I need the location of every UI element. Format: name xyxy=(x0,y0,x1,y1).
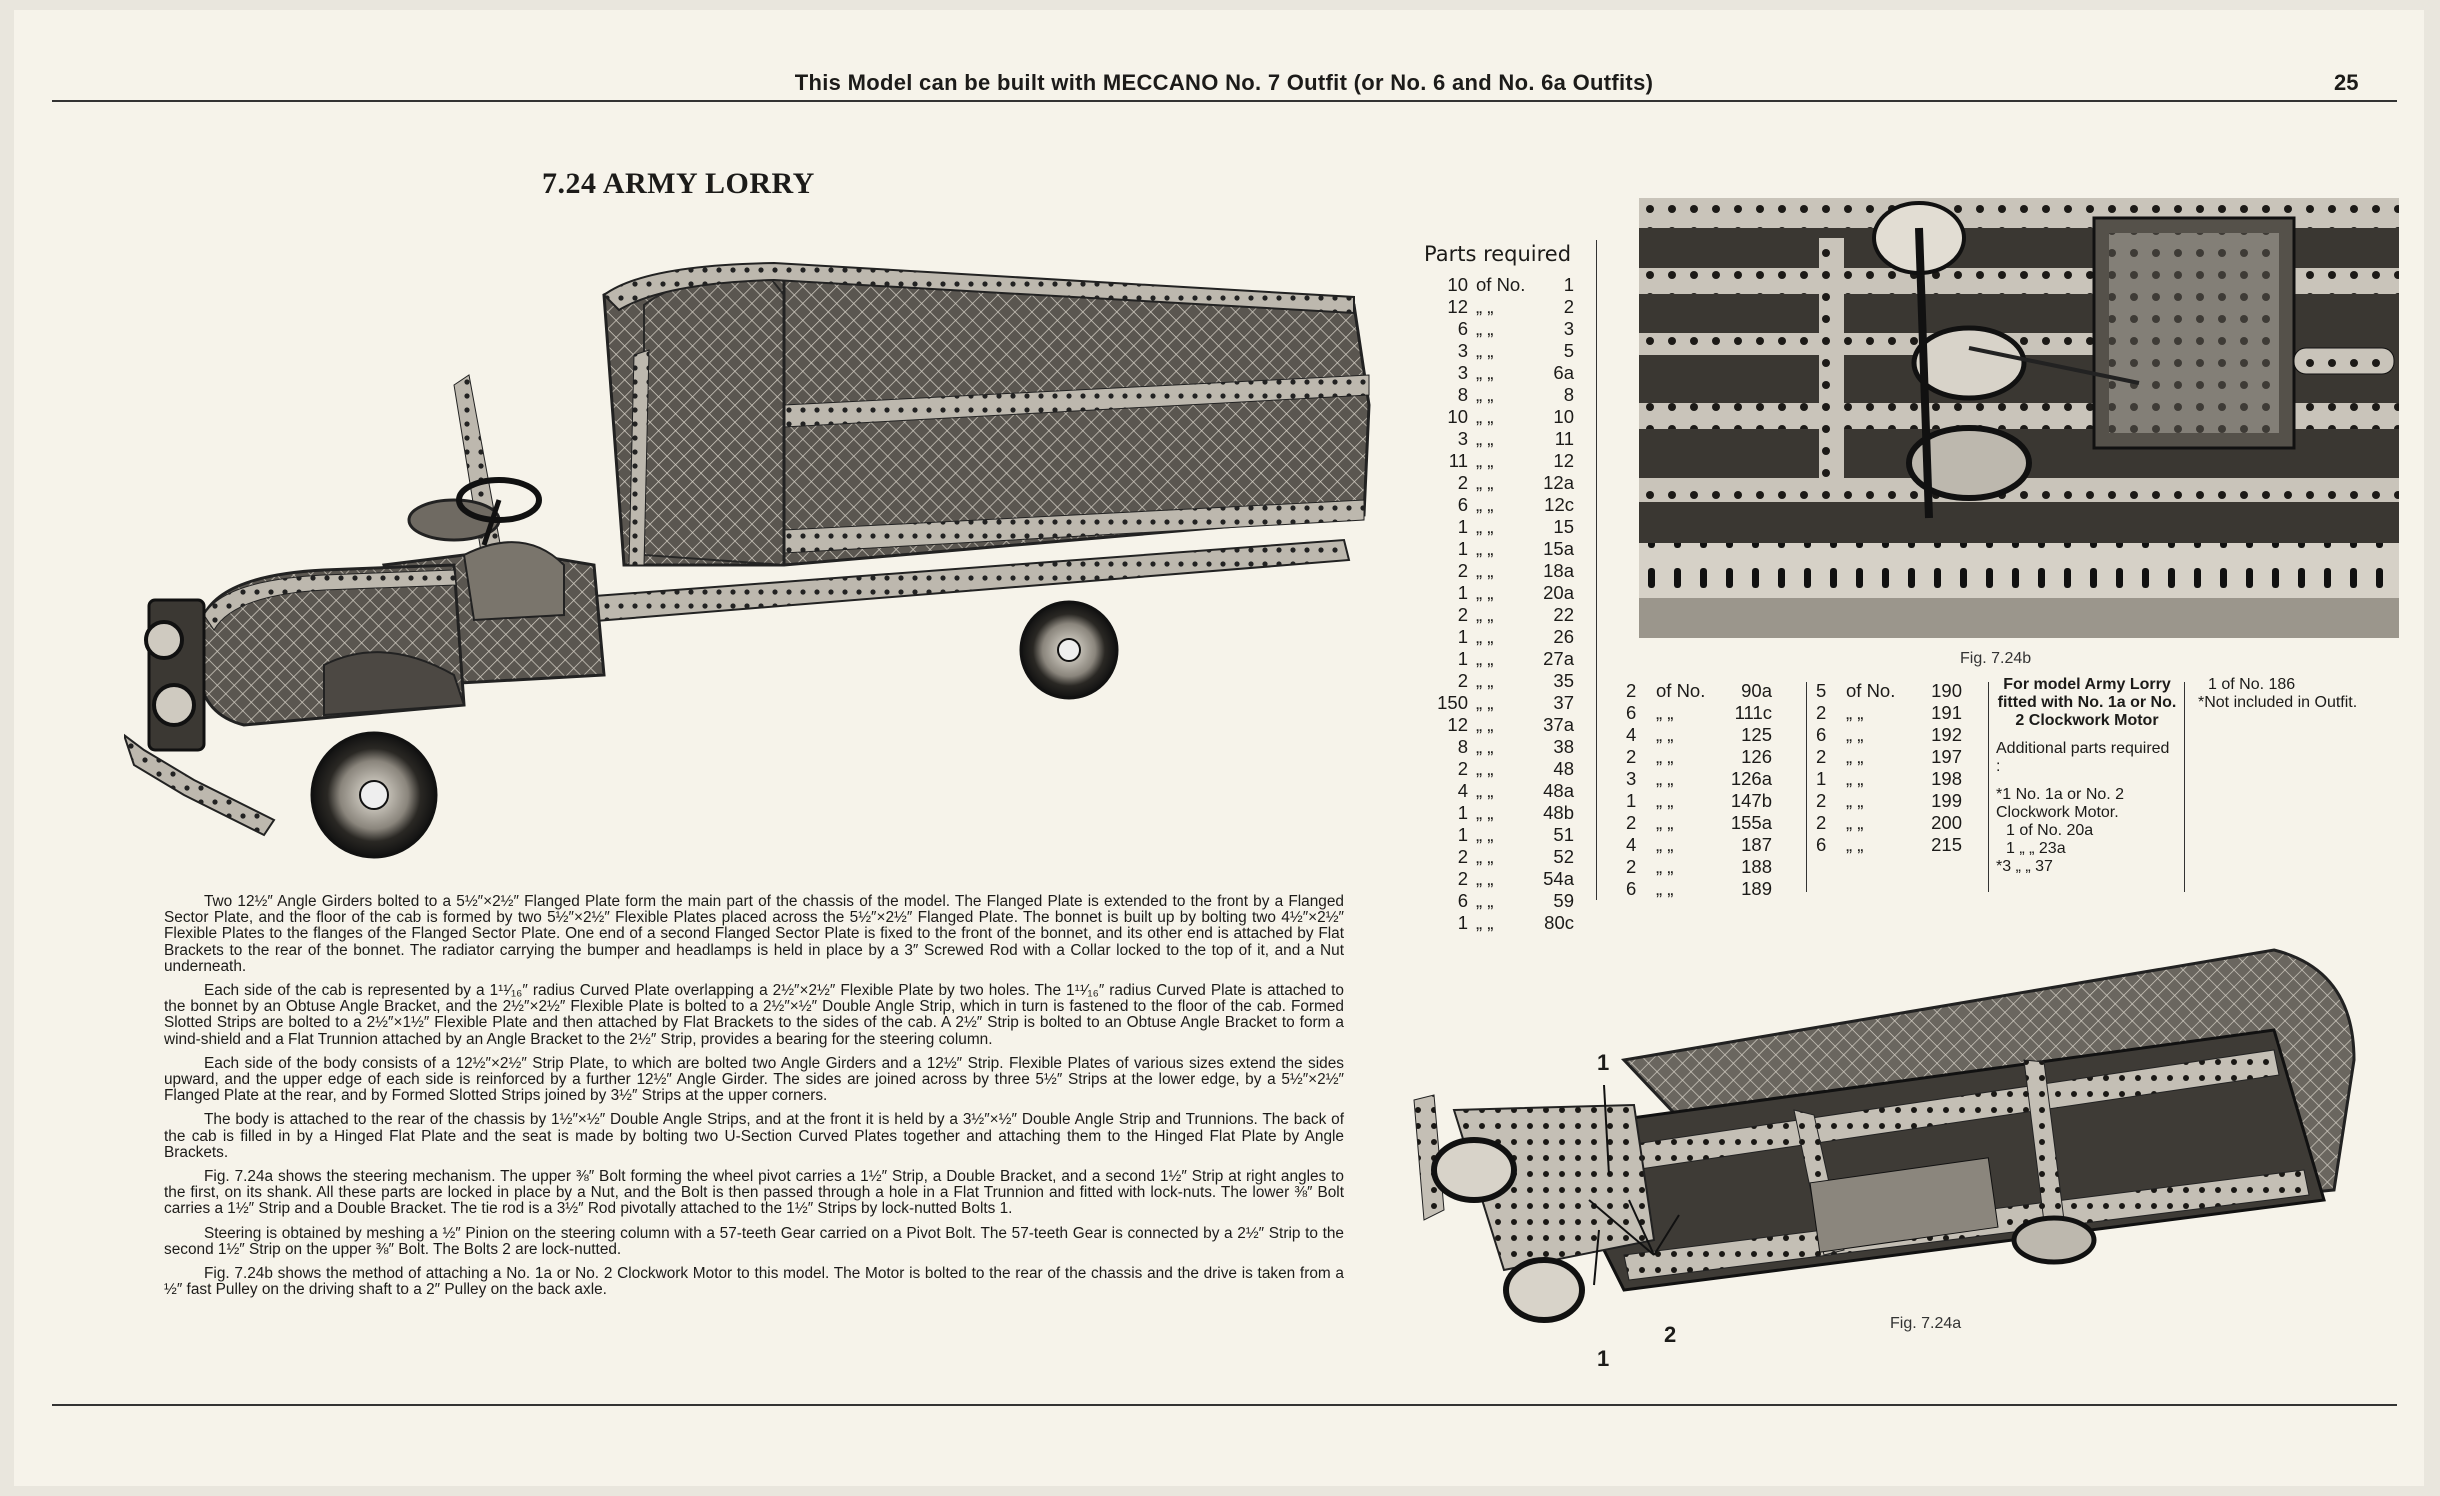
parts-row xyxy=(1424,362,1574,384)
part-ditto: „ „ xyxy=(1476,604,1494,625)
paragraph: Fig. 7.24b shows the method of attaching a No. 1a or No. 2 Clockwork Motor to this model. The Motor is bolted to the rear of the chassis and the drive is taken from a ½″ fast Pulley on the driving shaft to a 2″ Pulley on the back axle. xyxy=(164,1265,1344,1299)
part-ditto: „ „ xyxy=(1476,472,1494,493)
parts-row xyxy=(1424,428,1574,450)
part-ditto: „ „ xyxy=(1476,318,1494,339)
parts-row xyxy=(1424,692,1574,714)
motor-box-subheading: Additional parts required : xyxy=(1996,740,2170,775)
part-ditto: „ „ xyxy=(1846,746,1864,767)
part-quantity: 1 xyxy=(1457,582,1468,603)
callout-label: 1 xyxy=(1597,1346,1610,1371)
part-ditto: „ „ xyxy=(1656,812,1674,833)
part-quantity: 2 xyxy=(1626,812,1637,833)
part-number: 54a xyxy=(1543,868,1574,889)
part-ditto: „ „ xyxy=(1476,890,1494,911)
part-quantity: 2 xyxy=(1816,790,1827,811)
parts-row xyxy=(1424,472,1574,494)
parts-row xyxy=(1816,702,1976,724)
part-ditto: „ „ xyxy=(1846,702,1864,723)
part-number: 15 xyxy=(1553,516,1574,537)
note-line: 1 of No. 186 xyxy=(2208,676,2296,693)
parts-row xyxy=(1424,560,1574,582)
part-number: 1 xyxy=(1563,274,1574,295)
parts-row xyxy=(1626,790,1786,812)
part-quantity: 6 xyxy=(1626,878,1637,899)
part-quantity: 1 xyxy=(1457,912,1468,933)
part-ditto: „ „ xyxy=(1476,670,1494,691)
part-ditto: „ „ xyxy=(1476,340,1494,361)
part-number: 126 xyxy=(1741,746,1772,767)
paragraph: Fig. 7.24a shows the steering mechanism. The upper ⅜″ Bolt forming the wheel pivot carries a 1½″ Strip, a Double Bracket, and a second 1½″ Strip at right angles to the first, on its shank. All these parts are locked in place by a Nut, and the Bolt is then passed through a hole in a Flat Trunnion and fitted with lock-nuts. The lower ⅜″ Bolt carries a 1½″ Strip and a Double Bracket. The tie rod is a 3½″ Rod pivotally attached to the 1½″ Strips by lock-nutted Bolts 1. xyxy=(164,1168,1344,1218)
part-number: 51 xyxy=(1553,824,1574,845)
parts-row xyxy=(1424,384,1574,406)
page-number: 25 xyxy=(2334,70,2359,95)
part-quantity: 6 xyxy=(1816,834,1827,855)
parts-row xyxy=(1816,724,1976,746)
part-quantity: 5 xyxy=(1816,680,1827,701)
parts-row xyxy=(1424,670,1574,692)
part-quantity: 6 xyxy=(1816,724,1827,745)
part-number: 26 xyxy=(1553,626,1574,647)
column-divider xyxy=(2184,682,2185,892)
part-number: 188 xyxy=(1741,856,1772,877)
part-number: 147b xyxy=(1730,790,1772,811)
part-number: 48a xyxy=(1543,780,1574,801)
part-ditto: „ „ xyxy=(1476,714,1494,735)
part-ditto: of No. xyxy=(1846,680,1896,701)
part-ditto: „ „ xyxy=(1476,626,1494,647)
part-ditto: „ „ xyxy=(1656,746,1674,767)
parts-row xyxy=(1424,736,1574,758)
fig-7-24a-photo xyxy=(1394,910,2394,1350)
part-number: 22 xyxy=(1553,604,1574,625)
part-number: 199 xyxy=(1931,790,1962,811)
parts-row xyxy=(1424,406,1574,428)
part-ditto: „ „ xyxy=(1476,824,1494,845)
parts-row xyxy=(1626,724,1786,746)
part-number: 2 xyxy=(1563,296,1574,317)
part-ditto: of No. xyxy=(1656,680,1706,701)
part-ditto: „ „ xyxy=(1476,780,1494,801)
part-number: 90a xyxy=(1741,680,1772,701)
part-quantity: 3 xyxy=(1457,340,1468,361)
part-quantity: 2 xyxy=(1457,758,1468,779)
part-quantity: 6 xyxy=(1626,702,1637,723)
parts-row xyxy=(1626,878,1786,900)
part-number: 18a xyxy=(1543,560,1574,581)
parts-column-3 xyxy=(1816,680,1976,856)
part-number: 11 xyxy=(1554,428,1574,449)
parts-row xyxy=(1424,516,1574,538)
part-number: 27a xyxy=(1543,648,1574,669)
parts-row xyxy=(1424,274,1574,296)
part-quantity: 1 xyxy=(1626,790,1637,811)
part-quantity: 6 xyxy=(1457,494,1468,515)
part-number: 35 xyxy=(1553,670,1574,691)
part-ditto: „ „ xyxy=(1656,856,1674,877)
parts-row xyxy=(1424,604,1574,626)
parts-row xyxy=(1424,846,1574,868)
part-ditto: „ „ xyxy=(1656,768,1674,789)
part-quantity: 10 xyxy=(1447,406,1468,427)
parts-row xyxy=(1424,296,1574,318)
part-number: 200 xyxy=(1931,812,1962,833)
motor-box-line: 1 of No. 20a xyxy=(2006,822,2094,839)
motor-box-line: *1 No. 1a or No. 2 Clockwork Motor. xyxy=(1996,786,2125,821)
part-ditto: „ „ xyxy=(1846,768,1864,789)
parts-row xyxy=(1424,802,1574,824)
part-quantity: 4 xyxy=(1626,834,1637,855)
parts-row xyxy=(1816,680,1976,702)
part-quantity: 150 xyxy=(1437,692,1468,713)
part-quantity: 1 xyxy=(1816,768,1827,789)
part-quantity: 2 xyxy=(1626,856,1637,877)
part-quantity: 2 xyxy=(1816,702,1827,723)
parts-row xyxy=(1626,856,1786,878)
part-quantity: 4 xyxy=(1626,724,1637,745)
part-quantity: 3 xyxy=(1626,768,1637,789)
column-divider xyxy=(1596,240,1597,900)
part-ditto: „ „ xyxy=(1846,790,1864,811)
column-divider xyxy=(1806,682,1807,892)
parts-row xyxy=(1816,768,1976,790)
part-quantity: 1 xyxy=(1457,648,1468,669)
part-quantity: 1 xyxy=(1457,516,1468,537)
part-quantity: 2 xyxy=(1457,670,1468,691)
paragraph: Each side of the cab is represented by a 1¹¹⁄₁₆″ radius Curved Plate overlapping a 2½″×2½″ Flexible Plate by two holes. The 1¹¹⁄₁₆″ radius Curved Plate is attached to the bonnet by an Obtuse Angle Bracket, and the 2½″×2½″ Flexible Plate is bolted to a 2½″×½″ Double Angle Strip, which in turn is fastened to the floor of the cab. Formed Slotted Strips are bolted to a 2½″×1½″ Flexible Plate and then attached by Flat Brackets to the sides of the cab. A 2½″ Strip is bolted to an Obtuse Angle Bracket to form a wind-shield and a Flat Trunnion attached by an Angle Bracket to the 2½″ Strip, provides a bearing for the steering column. xyxy=(164,982,1344,1048)
part-quantity: 1 xyxy=(1457,824,1468,845)
part-ditto: „ „ xyxy=(1476,362,1494,383)
part-number: 197 xyxy=(1931,746,1962,767)
part-number: 125 xyxy=(1741,724,1772,745)
part-ditto: „ „ xyxy=(1656,834,1674,855)
part-number: 155a xyxy=(1730,812,1772,833)
paragraph: The body is attached to the rear of the chassis by 1½″×½″ Double Angle Strips, and at the front it is held by a 3½″×½″ Double Angle Strip and Trunnions. The back of the cab is filled in by a Hinged Flat Plate and the seat is made by bolting two U-Section Curved Plates together and attaching them to the Hinged Flat Plate by Angle Brackets. xyxy=(164,1111,1344,1161)
parts-row xyxy=(1626,834,1786,856)
parts-row xyxy=(1424,538,1574,560)
part-quantity: 2 xyxy=(1457,846,1468,867)
part-quantity: 2 xyxy=(1816,812,1827,833)
part-ditto: „ „ xyxy=(1476,428,1494,449)
part-quantity: 12 xyxy=(1447,714,1468,735)
parts-row xyxy=(1626,812,1786,834)
part-number: 20a xyxy=(1543,582,1574,603)
parts-row xyxy=(1424,494,1574,516)
part-number: 111c xyxy=(1734,702,1772,723)
part-ditto: „ „ xyxy=(1846,812,1864,833)
parts-row xyxy=(1424,626,1574,648)
part-number: 37 xyxy=(1553,692,1574,713)
parts-row xyxy=(1424,648,1574,670)
part-ditto: „ „ xyxy=(1476,692,1494,713)
part-number: 191 xyxy=(1931,702,1962,723)
part-number: 12 xyxy=(1553,450,1574,471)
part-number: 10 xyxy=(1553,406,1574,427)
parts-row xyxy=(1816,790,1976,812)
parts-heading: Parts required xyxy=(1424,242,1572,266)
model-title: 7.24 ARMY LORRY xyxy=(542,167,815,200)
instructions-text xyxy=(164,894,1344,1306)
part-number: 12c xyxy=(1544,494,1574,515)
part-quantity: 2 xyxy=(1457,472,1468,493)
part-quantity: 2 xyxy=(1626,746,1637,767)
part-quantity: 1 xyxy=(1457,802,1468,823)
part-ditto: „ „ xyxy=(1846,834,1864,855)
part-quantity: 2 xyxy=(1457,560,1468,581)
part-number: 5 xyxy=(1563,340,1574,361)
part-number: 52 xyxy=(1553,846,1574,867)
part-quantity: 10 xyxy=(1447,274,1468,295)
part-quantity: 1 xyxy=(1457,626,1468,647)
part-ditto: „ „ xyxy=(1476,384,1494,405)
part-number: 3 xyxy=(1563,318,1574,339)
parts-row xyxy=(1424,340,1574,362)
part-ditto: „ „ xyxy=(1476,450,1494,471)
part-ditto: „ „ xyxy=(1476,406,1494,427)
part-ditto: „ „ xyxy=(1476,868,1494,889)
part-quantity: 1 xyxy=(1457,538,1468,559)
parts-row xyxy=(1816,834,1976,856)
parts-row xyxy=(1816,746,1976,768)
part-ditto: of No. xyxy=(1476,274,1526,295)
part-number: 48b xyxy=(1543,802,1574,823)
part-number: 48 xyxy=(1553,758,1574,779)
running-header: This Model can be built with MECCANO No. 7 Outfit (or No. 6 and No. 6a Outfits) xyxy=(794,70,1654,95)
part-ditto: „ „ xyxy=(1846,724,1864,745)
header-rule xyxy=(52,100,2397,102)
part-ditto: „ „ xyxy=(1476,912,1494,933)
part-quantity: 6 xyxy=(1457,890,1468,911)
part-quantity: 4 xyxy=(1457,780,1468,801)
part-ditto: „ „ xyxy=(1656,878,1674,899)
part-quantity: 3 xyxy=(1457,362,1468,383)
parts-row xyxy=(1424,780,1574,802)
parts-row xyxy=(1626,746,1786,768)
part-number: 126a xyxy=(1730,768,1772,789)
parts-row xyxy=(1816,812,1976,834)
part-ditto: „ „ xyxy=(1476,296,1494,317)
part-number: 80c xyxy=(1544,912,1574,933)
part-ditto: „ „ xyxy=(1476,560,1494,581)
parts-row xyxy=(1424,582,1574,604)
fig-7-24b-photo xyxy=(1639,198,2399,638)
callout-label: 1 xyxy=(1597,1050,1610,1075)
parts-row xyxy=(1424,450,1574,472)
part-number: 12a xyxy=(1543,472,1574,493)
paragraph: Each side of the body consists of a 12½″×2½″ Strip Plate, to which are bolted two Angle Girders and a 12½″ Strip. Flexible Plates of various sizes extend the sides upward, and the upper edge of each side is reinforced by a further 12½″ Angle Girder. The sides are joined across by three 5½″ Strips at the lower edge, by a 5½″×2½″ Flanged Plate at the rear, and by Formed Slotted Strips joined by 3½″ Strips at the upper corners. xyxy=(164,1054,1344,1105)
parts-column-1 xyxy=(1424,274,1574,934)
column-divider xyxy=(1988,682,1989,892)
parts-column-2 xyxy=(1626,680,1786,900)
parts-row xyxy=(1424,890,1574,912)
part-number: 192 xyxy=(1931,724,1962,745)
part-ditto: „ „ xyxy=(1476,516,1494,537)
footer-rule xyxy=(52,1404,2397,1406)
part-ditto: „ „ xyxy=(1476,758,1494,779)
parts-row xyxy=(1424,758,1574,780)
part-number: 8 xyxy=(1563,384,1574,405)
part-ditto: „ „ xyxy=(1476,538,1494,559)
clockwork-motor-parts xyxy=(1996,676,2178,876)
motor-box-line: *3 „ „ 37 xyxy=(1996,858,2053,875)
part-ditto: „ „ xyxy=(1656,790,1674,811)
part-quantity: 3 xyxy=(1457,428,1468,449)
paragraph: Two 12½″ Angle Girders bolted to a 5½″×2½″ Flanged Plate form the main part of the chassis of the model. The Flanged Plate is extended to the front by a Flanged Sector Plate, and the floor of the cab is formed by two 5½″×2½″ Flexible Plates placed across the 5½″×2½″ Flanged Plate. The bonnet is built up by bolting two 4½″×2½″ Flexible Plates to the flanges of the Flanged Sector Plate. One end of a second Flanged Sector Plate is fixed to the front of the bonnet, and its other end is attached by Flat Brackets to the rear of the bonnet. The radiator carrying the bumper and headlamps is held in place by a 3″ Screwed Rod with a Collar locked to the top of it, and a Nut underneath. xyxy=(164,893,1344,975)
part-number: 59 xyxy=(1553,890,1574,911)
part-number: 198 xyxy=(1931,768,1962,789)
part-number: 215 xyxy=(1931,834,1962,855)
fig-7-24b-caption: Fig. 7.24b xyxy=(1960,650,2032,667)
part-number: 189 xyxy=(1741,878,1772,899)
part-quantity: 11 xyxy=(1448,450,1468,471)
part-quantity: 2 xyxy=(1626,680,1637,701)
parts-row xyxy=(1424,318,1574,340)
part-ditto: „ „ xyxy=(1476,648,1494,669)
part-ditto: „ „ xyxy=(1476,802,1494,823)
part-ditto: „ „ xyxy=(1476,494,1494,515)
part-number: 187 xyxy=(1741,834,1772,855)
not-included-note xyxy=(2198,676,2358,712)
part-number: 6a xyxy=(1553,362,1574,383)
part-quantity: 2 xyxy=(1457,604,1468,625)
part-number: 190 xyxy=(1931,680,1962,701)
parts-row xyxy=(1424,868,1574,890)
part-quantity: 8 xyxy=(1457,384,1468,405)
parts-row xyxy=(1424,824,1574,846)
paragraph: Steering is obtained by meshing a ½″ Pinion on the steering column with a 57-teeth Gear carried on a Pivot Bolt. The 57-teeth Gear is connected by a 2½″ Strip to the second 1½″ Strip on the upper ⅜″ Bolt. The Bolts 2 are lock-nutted. xyxy=(164,1224,1344,1258)
part-quantity: 12 xyxy=(1447,296,1468,317)
army-lorry-photo xyxy=(124,235,1374,875)
motor-box-heading: For model Army Lorry fitted with No. 1a or No. 2 Clockwork Motor xyxy=(1997,676,2177,729)
parts-row xyxy=(1626,768,1786,790)
parts-row xyxy=(1424,714,1574,736)
part-quantity: 2 xyxy=(1457,868,1468,889)
motor-box-line: 1 „ „ 23a xyxy=(2006,840,2066,857)
callout-label: 2 xyxy=(1664,1322,1677,1347)
part-quantity: 6 xyxy=(1457,318,1468,339)
part-number: 37a xyxy=(1543,714,1574,735)
part-number: 38 xyxy=(1553,736,1574,757)
part-number: 15a xyxy=(1543,538,1574,559)
fig-7-24a-caption: Fig. 7.24a xyxy=(1890,1315,1962,1332)
part-ditto: „ „ xyxy=(1656,702,1674,723)
note-line: *Not included in Outfit. xyxy=(2198,694,2358,711)
part-quantity: 2 xyxy=(1816,746,1827,767)
parts-row xyxy=(1626,680,1786,702)
parts-row xyxy=(1626,702,1786,724)
part-ditto: „ „ xyxy=(1476,846,1494,867)
document-page xyxy=(14,10,2424,1486)
part-quantity: 8 xyxy=(1457,736,1468,757)
part-ditto: „ „ xyxy=(1656,724,1674,745)
part-ditto: „ „ xyxy=(1476,582,1494,603)
part-ditto: „ „ xyxy=(1476,736,1494,757)
